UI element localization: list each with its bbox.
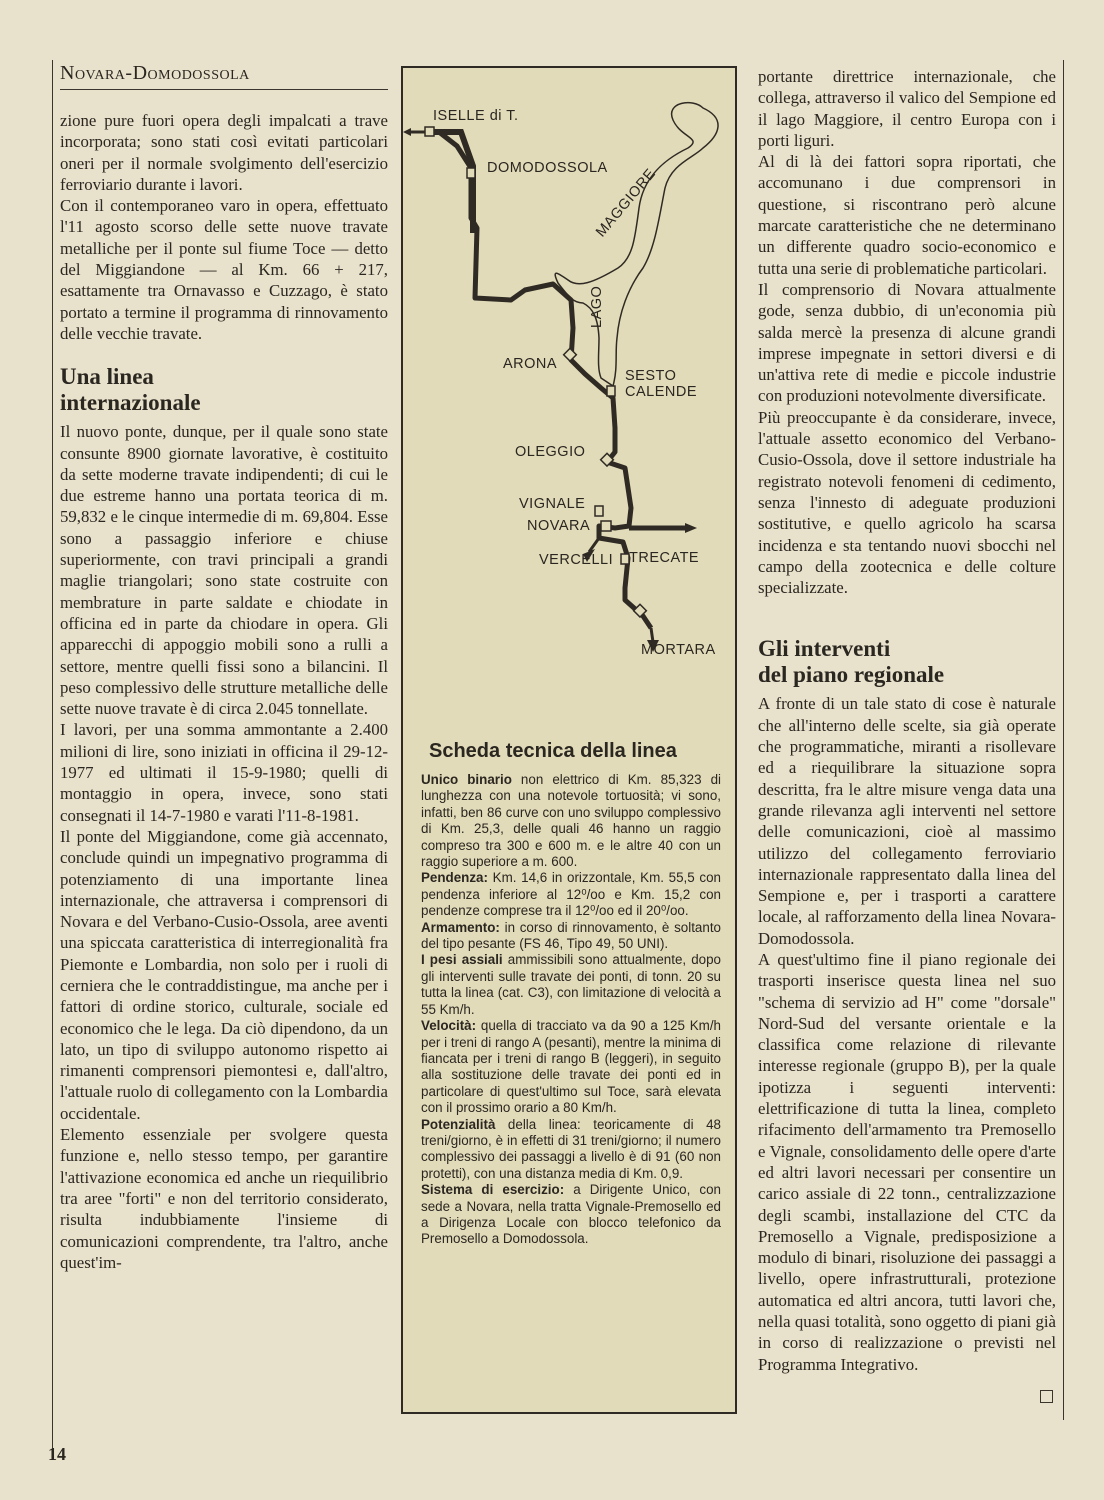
left-column — [60, 110, 388, 1273]
map-label-vignale: VIGNALE — [519, 496, 586, 512]
railway-line — [429, 132, 473, 233]
station-trecate-marker — [621, 554, 629, 564]
end-of-article-icon — [1040, 1390, 1053, 1403]
paragraph: Elemento essenziale per svolgere questa funzione e, nello stesso tempo, per garantire l'attivazione economica ed anche un riequilibrio tra aree "forti" e non del territorio considerato, risulta indubbiamente l'insieme di comunicazioni comprendente, tra l'altro, anche quest'im- — [60, 1125, 388, 1272]
map-label-domodossola: DOMODOSSOLA — [487, 160, 608, 176]
spec-text: della linea: teoricamente di 48 treni/giorno, è in effetti di 31 treni/giorno; il numero complessivo dei passaggi a livello è di 91 (60 non protetti), con una distanza media di Km. 0,9. — [421, 1116, 721, 1181]
spec-text: in corso di rinnovamento, è soltanto del tipo pesante (FS 46, Tipo 49, 50 UNI). — [421, 919, 721, 952]
page-number: 14 — [48, 1444, 66, 1464]
spec-label: Velocità: — [421, 1018, 477, 1034]
spec-item — [421, 1117, 721, 1183]
paragraph: Il comprensorio di Novara attualmente gode, senza dubbio, di un'economia più salda mercè la presenza di alcune grandi imprese impegnate in settori diversi e di un'attiva rete di medie e piccole industrie con produzioni notevolmente diversificate. — [758, 279, 1056, 406]
section-heading-linea-internazionale — [60, 364, 388, 416]
spec-label: Unico binario — [421, 772, 512, 787]
paragraph: Al di là dei fattori sopra riportati, che accomunano i due comprensori in questione, si riscontrano però alcune marcate caratteristiche che ne determinano un differente quadro socio-economico e tutta una serie di problematiche particolari. — [758, 152, 1056, 278]
paragraph: Il ponte del Miggiandone, come già accennato, conclude quindi un impegnativo programma di potenziamento di una importante linea internazionale, che attraversa i comprensori di Novara e del Verbano-Cusio-Ossola, aree aventi una spiccata caratteristica di interregionalità fra Piemonte e Lombardia, non solo per i ruoli di cerniera che le contraddistingue, ma anche per i fattori di ordine storico, culturale, sociale ed economico che le lega. Da ciò dipendono, da un lato, un tipo di sviluppo autonomo rispetto ai rimanenti comprensori piemontesi e, dall'altro, l'attuale ruolo di collegamento con la Lombardia occidentale. — [60, 826, 388, 1123]
station-vignale-marker — [595, 506, 603, 516]
map-label-vercelli: VERCELLI — [539, 552, 614, 568]
spec-text: a Dirigente Unico, con sede a Novara, nella tratta Vignale-Premosello ed a Dirigenza Locale con blocco telefonico da Premosello a Domodossola. — [421, 1182, 721, 1247]
map-label-iselle: ISELLE di T. — [433, 108, 519, 124]
spec-label: I pesi assiali — [421, 952, 503, 968]
station-domodossola-marker — [467, 168, 475, 178]
spec-label: Potenzialità — [421, 1116, 496, 1132]
spec-item — [421, 870, 721, 919]
station-arona-marker — [564, 348, 577, 361]
spec-item — [421, 920, 721, 953]
spec-item — [421, 772, 721, 870]
technical-sheet-text — [421, 772, 721, 1248]
spec-label: Armamento: — [421, 919, 500, 935]
spec-label: Sistema di esercizio: — [421, 1182, 565, 1198]
paragraph: Il nuovo ponte, dunque, per il quale sono state consunte 8900 giornate lavorative, è costituito da sette moderne travate indipendenti; di cui le due estreme hanno una portata teorica di m. 59,832 e le cinque intermedie di m. 69,804. Esse sono a passaggio inferiore e chiuse superiormente, con travi principali a grandi maglie triangolari; sono state costruite con membrature in parte saldate e chiodate in officina ed in parte da chiodare in opera. Gli apparecchi di appoggio mobili sono a rulli a settore, mentre quelli fissi sono a bilancini. Il peso complessivo delle strutture metalliche delle sette nuove travate è di circa 2.045 tonnellate. — [60, 422, 388, 719]
spec-item — [421, 952, 721, 1018]
left-margin-rule — [52, 60, 53, 1450]
heading-line: Una linea — [60, 364, 154, 390]
spec-label: Pendenza: — [421, 870, 488, 886]
arrow-east-icon — [685, 523, 697, 533]
section-heading-piano-regionale — [758, 636, 1056, 688]
paragraph: A quest'ultimo fine il piano regionale dei trasporti inserisce questa linea nel suo "schema di servizio ad H" come "dorsale" Nord-Sud del versante orientale e la classifica come relazione di rilevante interesse regionale (gruppo B), per la quale ipotizza i seguenti interventi: elettrificazione di tutta la linea, completo rifacimento dell'armamento tra Premosello e Vignale, consolidamento delle opere d'arte ed altri lavori necessari per consentire un carico assiale di 22 tonn., centralizzazione degli scambi, installazione del CTC da Premosello a Vignale, predisposizione a modulo di binari, risoluzione dei passaggi a livello, opere infrastrutturali, protezione automatica ed altri ancora, tutti lavori che, nella quasi totalità, sono oggetto di piani già in corso di realizzazione o previsti nel Programma Integrativo. — [758, 949, 1056, 1374]
map-label-arona: ARONA — [503, 356, 558, 372]
heading-line: internazionale — [60, 390, 201, 416]
paragraph: zione pure fuori opera degli impalcati a trave incorporata; sono stati così evitati particolari oneri per il normale svolgimento dell'esercizio ferroviario durante i lavori. — [60, 111, 388, 194]
paragraph: Più preoccupante è da considerare, invece, l'attuale assetto economico del Verbano-Cusio-Ossola, dove il settore industriale ha registrato notevoli fenomeni di cedimento, senza l'innesto di adeguate produzioni sostitutive, e quello agricolo ha scarsa incidenza e sta tentando nuovi sbocchi nel campo della zootecnica e delle colture specializzate. — [758, 407, 1056, 598]
heading-line: del piano regionale — [758, 662, 945, 688]
spec-item — [421, 1018, 721, 1116]
station-sesto-marker — [607, 386, 615, 396]
lake-maggiore-outline — [555, 103, 718, 386]
map-label-novara: NOVARA — [527, 518, 591, 534]
spec-item — [421, 1182, 721, 1248]
paragraph: I lavori, per una somma ammontante a 2.400 milioni di lire, sono iniziati in officina il 29-12-1977 ed ultimati il 15-9-1980; quelli di montaggio in opera, invece, sono stati consegnati il 14-7-1980 e varati l'11-8-1981. — [60, 720, 388, 825]
technical-sheet-title: Scheda tecnica della linea — [429, 740, 677, 762]
map-label-lago: LAGO — [589, 285, 605, 328]
map-label-sesto: SESTO — [625, 368, 677, 384]
map-label-mortara: MORTARA — [641, 642, 716, 658]
spec-text: non elettrico di Km. 85,323 di lunghezza con una notevole tortuosità; vi sono, infatti, ben 86 curve con uno sviluppo complessivo di Km. 25,3, delle quali 46 hanno un raggio compreso tra 300 e 600 m. e le altre 40 con un raggio superiore a m. 600. — [421, 772, 721, 870]
technical-sheet-box — [401, 66, 737, 1414]
spec-text: ammissibili sono attualmente, dopo gli interventi sulle travate dei ponti, di tonn. 20 su tutta la linea (cat. C3), con limitazione di velocità a 55 Km/h. — [421, 952, 722, 1017]
heading-line: Gli interventi — [758, 636, 891, 662]
railway-branch — [651, 628, 653, 642]
arrow-west-icon — [403, 128, 411, 136]
map-label-trecate: TRECATE — [629, 550, 700, 566]
running-header: Novara-Domodossola — [60, 62, 388, 90]
paragraph: Con il contemporaneo varo in opera, effettuato l'11 agosto scorso delle sette nuove travate metalliche per il ponte sul fiume Toce — detto del Miggiandone — al Km. 66 + 217, esattamente tra Ornavasso e Cuzzago, è stato portato a termine il programma di rinnovamento delle vecchie travate. — [60, 196, 388, 343]
spec-text: quella di tracciato va da 90 a 125 Km/h per i treni di rango A (pesanti), mentre la minima di fiancata per i treni di rango B (leggeri), in seguito alla sostituzione delle travate dei ponti ed in particolare di quest'ultimo sul Toce, sarà elevata con il prossimo orario a 80 Km/h. — [421, 1018, 721, 1116]
paragraph: portante direttrice internazionale, che collega, attraverso il valico del Sempione ed il lago Maggiore, il centro Europa con i porti liguri. — [758, 67, 1056, 150]
right-column — [758, 66, 1056, 1375]
spec-text: Km. 14,6 in orizzontale, Km. 55,5 con pendenza inferiore al 12⁰/oo e Km. 15,2 con pendenze comprese tra il 12⁰/oo ed il 20⁰/oo. — [421, 870, 721, 919]
station-iselle-marker — [425, 127, 434, 136]
map-label-oleggio: OLEGGIO — [515, 444, 586, 460]
paragraph: A fronte di un tale stato di cose è naturale che all'interno delle scelte, sia già operate che programmatiche, miranti a risollevare ed a riequilibrare la situazione sopra descritta, fra le altre misure venga data una grande rilevanza agli interventi nel settore delle comunicazioni, cioè al massimo utilizzo del collegamento ferroviario internazionale rappresentato dalla linea del Sempione e, per i trasporti a carattere locale, al rafforzamento della linea Novara-Domodossola. — [758, 694, 1056, 948]
map-label-maggiore: MAGGIORE — [593, 165, 660, 241]
map-label-calende: CALENDE — [625, 384, 697, 400]
right-margin-rule — [1063, 60, 1064, 1420]
station-novara-marker — [601, 521, 611, 531]
